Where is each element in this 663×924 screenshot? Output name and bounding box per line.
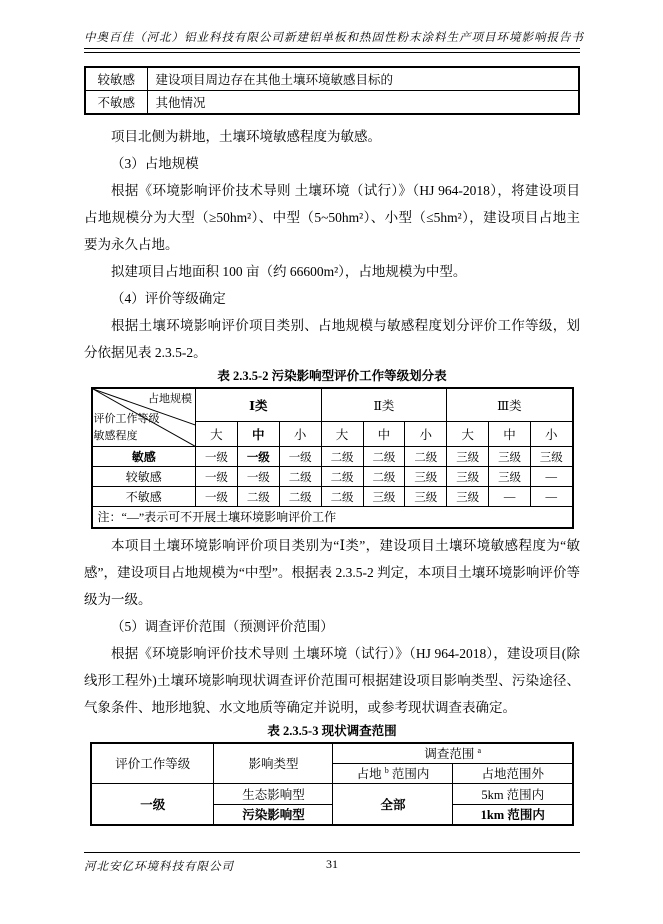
grade-cell: 二级 (279, 467, 321, 487)
subcolumn-header: 大 (321, 422, 363, 447)
grade-cell: 三级 (447, 487, 489, 507)
grade-table-caption: 表 2.3.5-2 污染影响型评价工作等级划分表 (217, 368, 447, 383)
table-row (85, 67, 579, 91)
page-number: 31 (326, 857, 338, 871)
grade-cell: 三级 (405, 487, 447, 507)
survey-table-caption: 表 2.3.5-3 现状调查范围 (267, 723, 397, 738)
grade-cell: 一级 (196, 487, 238, 507)
cell-eco-impact: 生态影响型 (214, 784, 333, 805)
inside-area-text: 范围内 (388, 767, 430, 782)
heading-3-land-scale: （3）占地规模 (111, 155, 199, 171)
document-header (84, 30, 584, 53)
corner-label-work-grade: 评价工作等级 (93, 412, 160, 425)
grade-cell: — (531, 467, 573, 487)
corner-label-sensitivity: 敏感程度 (93, 430, 138, 442)
sensitivity-table (84, 66, 580, 115)
grade-cell: 二级 (363, 447, 405, 467)
paragraph-grade-basis: 根据土壤环境影响评价项目类别、占地规模与敏感程度划分评价工作等级，划分依据见表 2.3.5-2。 (84, 317, 580, 360)
subcolumn-header: 小 (279, 422, 321, 447)
subcolumn-header: 小 (405, 422, 447, 447)
grade-cell: 一级 (279, 447, 321, 467)
subcolumn-header: 中 (237, 422, 279, 447)
cell-grade-level: 一级 (91, 784, 214, 825)
table-row (91, 743, 573, 764)
footnote-marker-b: b (384, 766, 389, 776)
grade-cell: 二级 (279, 487, 321, 507)
footnote-marker-a: a (477, 745, 482, 755)
grade-cell: 三级 (363, 487, 405, 507)
grade-cell: 二级 (321, 467, 363, 487)
grade-cell: 二级 (237, 487, 279, 507)
cell-all: 全部 (333, 784, 453, 825)
header-outside-area: 占地范围外 (453, 763, 573, 784)
grade-cell: 一级 (196, 467, 238, 487)
paragraph-north-side: 项目北侧为耕地，土壤环境敏感程度为敏感。 (111, 128, 381, 144)
table-row (85, 90, 579, 114)
sensitivity-desc-cell: 建设项目周边存在其他土壤环境敏感目标的 (147, 67, 579, 91)
sensitivity-level-cell: 较敏感 (85, 67, 147, 91)
paragraph-scale-classification: 根据《环境影响评价技术导则 土壤环境（试行）》（HJ 964-2018），将建设项目占地规模分为大型（≥50hm²）、中型（5~50hm²）、小型（≤5hm²），建设项目占地主要为永久占地。 (84, 182, 580, 252)
header-work-grade: 评价工作等级 (91, 743, 214, 784)
column-group-class1: Ⅰ类 (196, 388, 322, 422)
header-double-rule (84, 48, 580, 53)
grade-cell: 一级 (237, 447, 279, 467)
table-row (91, 784, 573, 805)
row-label-less-sensitive: 较敏感 (92, 467, 196, 487)
cell-outside-eco: 5km 范围内 (453, 784, 573, 805)
diagonal-header-cell (92, 388, 196, 447)
subcolumn-header: 大 (196, 422, 238, 447)
heading-4-grade-determination: （4）评价等级确定 (111, 290, 226, 306)
body-text-block (84, 532, 580, 721)
survey-scope-text: 调查范围 (424, 747, 478, 761)
grade-cell: 二级 (405, 447, 447, 467)
grade-table (91, 387, 574, 529)
document-footer (84, 852, 580, 875)
body-text-block (84, 123, 580, 366)
subcolumn-header: 中 (363, 422, 405, 447)
paragraph-conclusion: 本项目土壤环境影响评价项目类别为“Ⅰ类”，建设项目土壤环境敏感程度为“敏感”，建设项目占地规模为“中型”。根据表 2.3.5-2 判定，本项目土壤环境影响评价等级为一级。 (84, 537, 580, 607)
cell-pollution-impact: 污染影响型 (214, 804, 333, 825)
grade-cell: — (531, 487, 573, 507)
row-label-not-sensitive: 不敏感 (92, 487, 196, 507)
grade-cell: 二级 (321, 487, 363, 507)
grade-cell: 三级 (447, 447, 489, 467)
header-impact-type: 影响类型 (214, 743, 333, 784)
subcolumn-header: 中 (489, 422, 531, 447)
grade-cell: 二级 (363, 467, 405, 487)
grade-cell: 一级 (196, 447, 238, 467)
footer-company: 河北安亿环境科技有限公司 (84, 861, 234, 873)
corner-label-land-scale: 占地规模 (148, 392, 192, 405)
subcolumn-header: 小 (531, 422, 573, 447)
grade-cell: 三级 (531, 447, 573, 467)
sensitivity-desc-cell: 其他情况 (147, 90, 579, 114)
table-row (92, 467, 573, 487)
paragraph-survey-scope: 根据《环境影响评价技术导则 土壤环境（试行）》（HJ 964-2018），建设项目(除线形工程外)土壤环境影响现状调查评价范围可根据建设项目影响类型、污染途径、气象条件、地形地貌、水文地质等确定并说明，或参考现状调查表确定。 (84, 645, 580, 715)
cell-outside-pollution: 1km 范围内 (453, 804, 573, 825)
sensitivity-level-cell: 不敏感 (85, 90, 147, 114)
table-row (92, 487, 573, 507)
grade-cell: 二级 (321, 447, 363, 467)
table-row (92, 507, 573, 528)
table-row (92, 447, 573, 467)
grade-cell: 三级 (489, 447, 531, 467)
grade-cell: 三级 (405, 467, 447, 487)
grade-cell: 三级 (447, 467, 489, 487)
paragraph-project-area: 拟建项目占地面积 100 亩（约 66600m²），占地规模为中型。 (111, 263, 467, 279)
inside-area-text: 占地 (356, 767, 385, 782)
grade-cell: 三级 (489, 467, 531, 487)
table-row (92, 388, 573, 422)
grade-table-note: 注：“—”表示可不开展土壤环境影响评价工作 (92, 507, 573, 528)
grade-cell: 一级 (237, 467, 279, 487)
heading-5-survey-scope: （5）调查评价范围（预测评价范围） (111, 618, 334, 634)
header-title: 中奥百佳（河北）铝业科技有限公司新建铝单板和热固性粉末涂料生产项目环境影响报告书 (84, 32, 584, 44)
header-survey-scope (333, 743, 573, 764)
column-group-class3: Ⅲ类 (447, 388, 573, 422)
header-inside-area (333, 763, 453, 784)
grade-cell: — (489, 487, 531, 507)
row-label-sensitive: 敏感 (92, 447, 196, 467)
subcolumn-header: 大 (447, 422, 489, 447)
survey-table (90, 742, 574, 826)
column-group-class2: Ⅱ类 (321, 388, 447, 422)
